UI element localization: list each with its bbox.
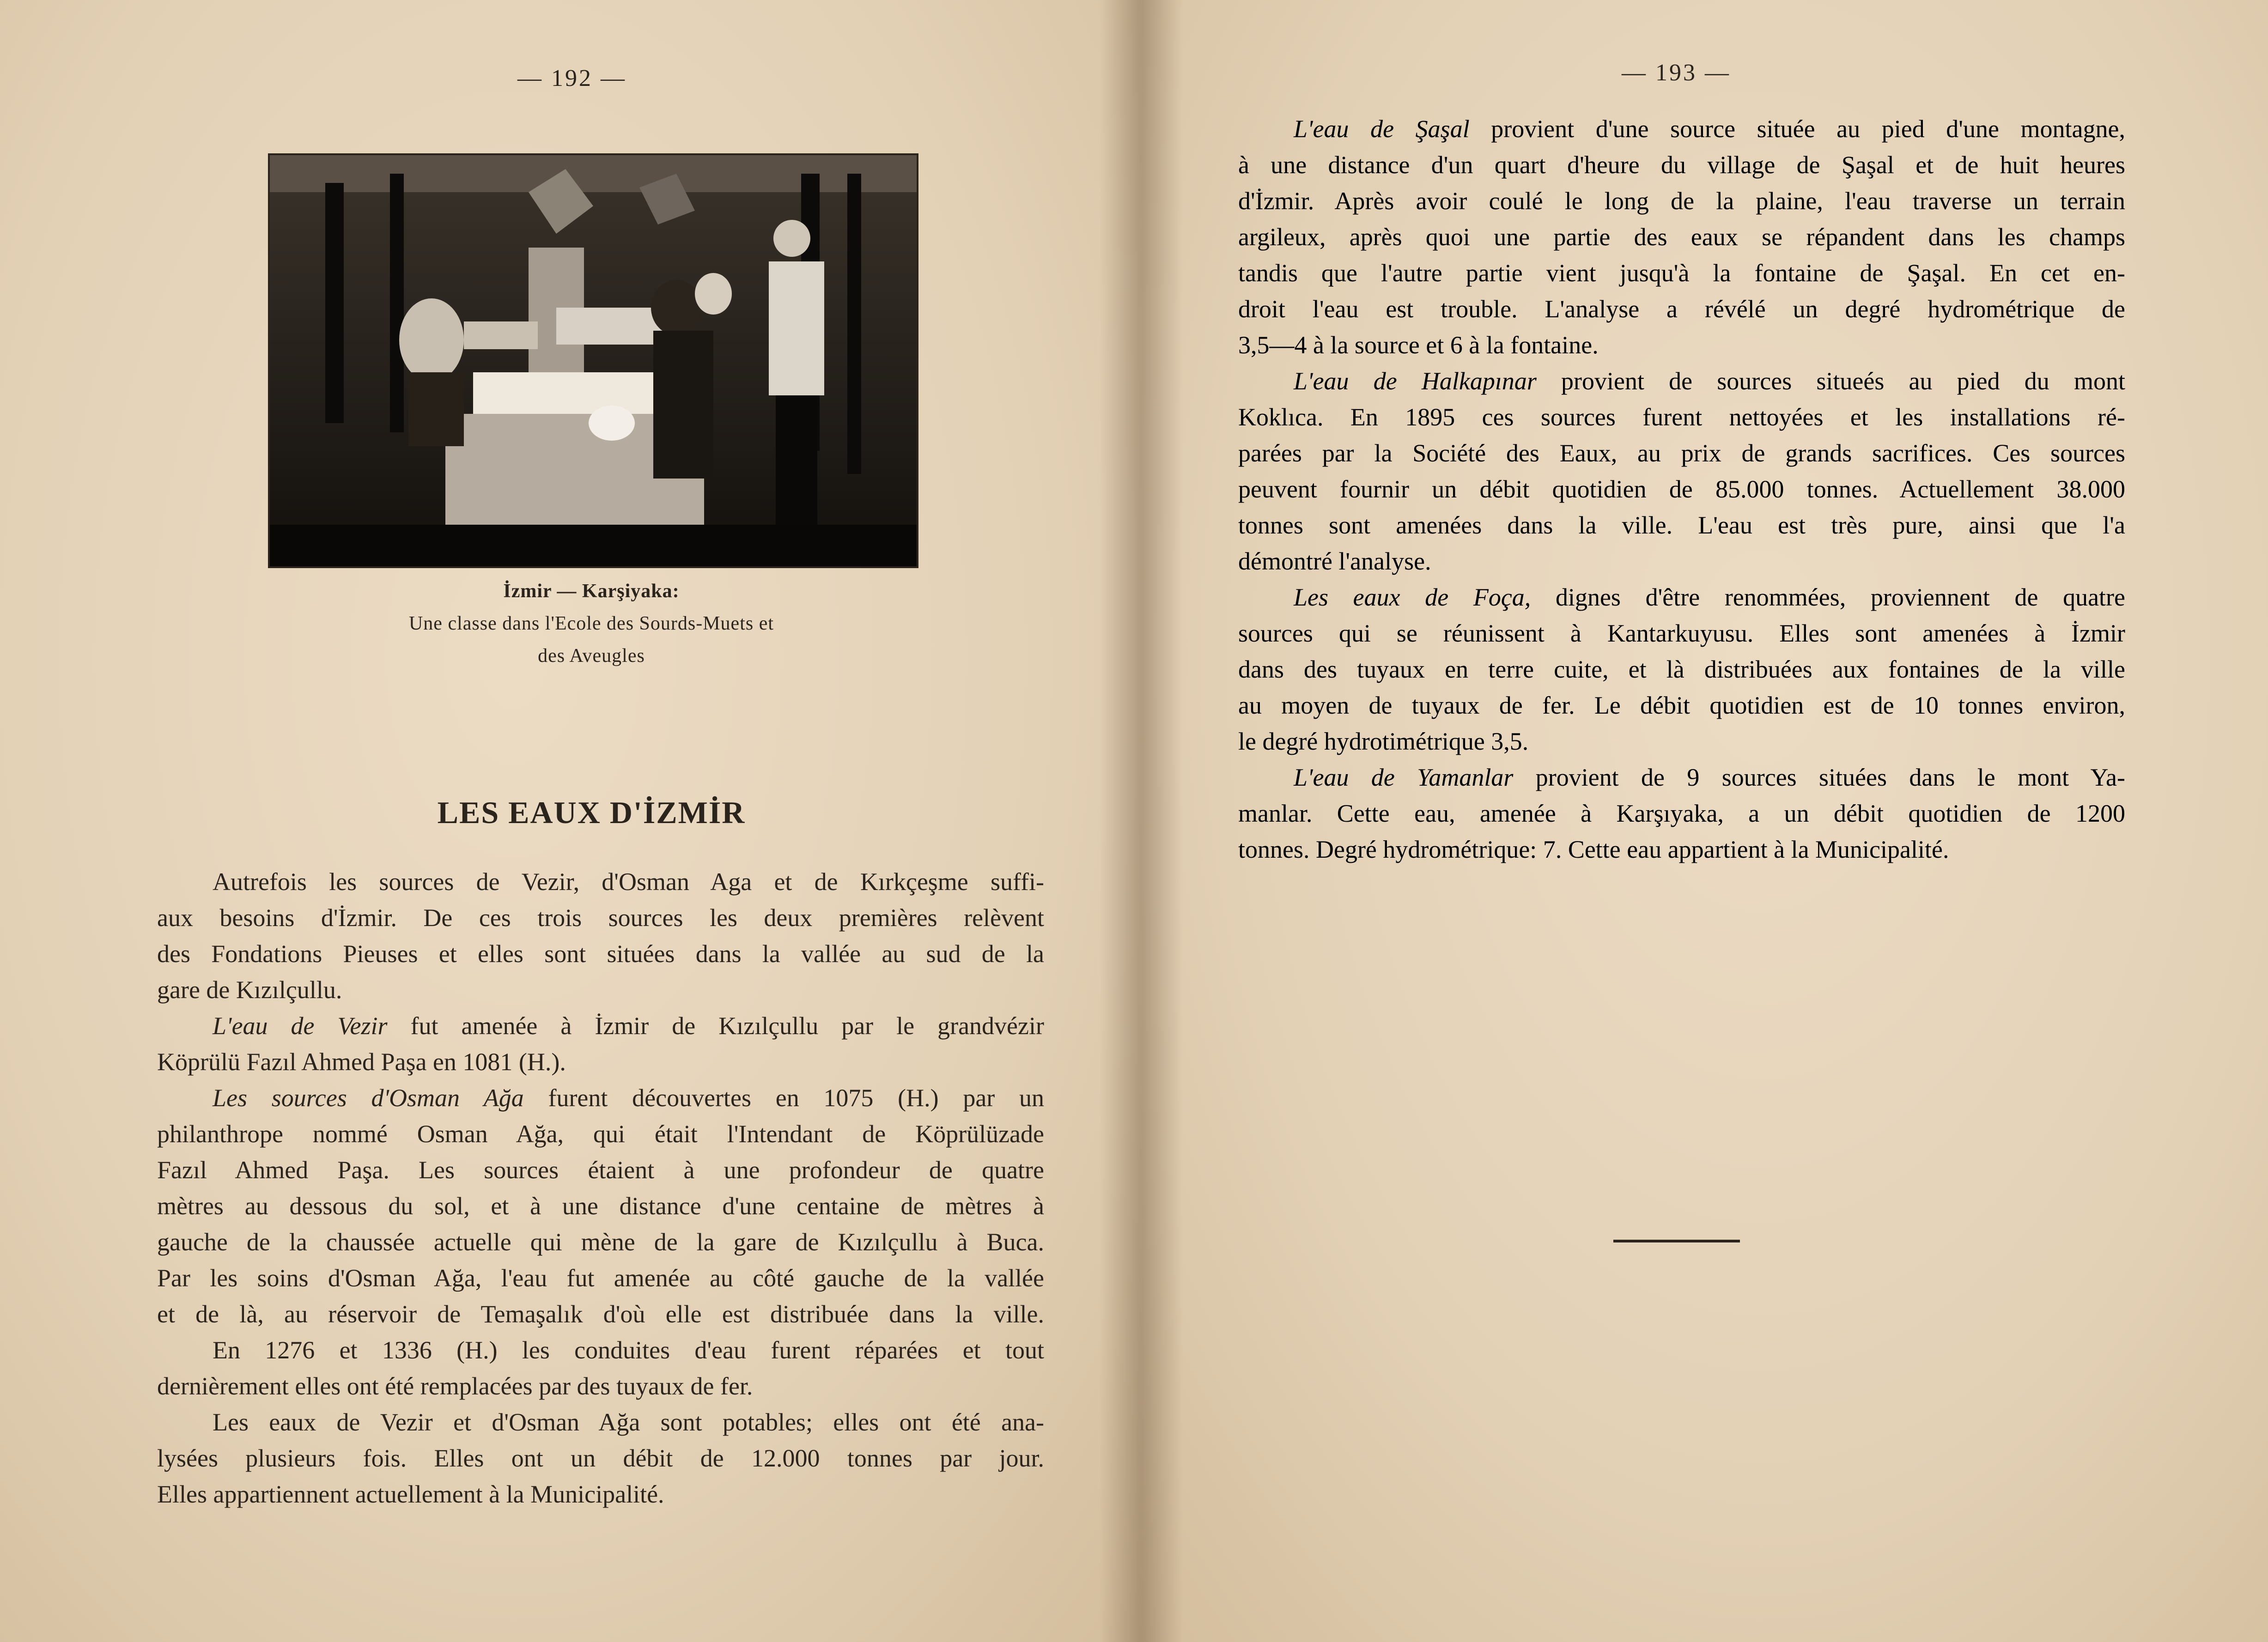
text-line: argileux, après quoi une partie des eaux se répandent dans les champs <box>1238 223 2125 251</box>
italic-lead: L'eau de Şaşal <box>1294 115 1470 143</box>
caption-line: des Aveugles <box>538 645 645 666</box>
photo-image <box>270 155 917 566</box>
text-line: tandis que l'autre partie vient jusqu'à la fontaine de Şaşal. En cet en- <box>1238 259 2125 287</box>
text-line <box>157 1008 1044 1044</box>
text-line: Par les soins d'Osman Ağa, l'eau fut amenée au côté gauche de la vallée <box>157 1264 1044 1292</box>
text-fragment: dignes d'être renommées, proviennent de quatre <box>1555 583 2125 611</box>
text-fragment: provient de 9 sources situées dans le mont Ya- <box>1535 763 2125 791</box>
text-line: des Fondations Pieuses et elles sont situées dans la vallée au sud de la <box>157 940 1044 968</box>
text-line: dans des tuyaux en terre cuite, et là distribuées aux fontaines de la ville <box>1238 655 2125 683</box>
italic-lead: L'eau de Yamanlar <box>1294 763 1514 791</box>
text-fragment: furent découvertes en 1075 (H.) par un <box>548 1084 1044 1112</box>
text-line: démontré l'analyse. <box>1238 547 1431 575</box>
text-line: parées par la Société des Eaux, au prix de grands sacrifices. Ces sources <box>1238 439 2125 467</box>
italic-lead: Les sources d'Osman Ağa <box>213 1084 524 1112</box>
text-line: tonnes sont amenées dans la ville. L'eau est très pure, ainsi que l'a <box>1238 511 2125 539</box>
text-line: lysées plusieurs fois. Elles ont un débit de 12.000 tonnes par jour. <box>157 1444 1044 1472</box>
italic-lead: L'eau de Vezir <box>213 1012 388 1040</box>
text-line: au moyen de tuyaux de fer. Le débit quotidien est de 10 tonnes environ, <box>1238 691 2125 719</box>
text-fragment: provient d'une source située au pied d'une montagne, <box>1491 115 2125 143</box>
text-line: dernièrement elles ont été remplacées par des tuyaux de fer. <box>157 1372 753 1400</box>
text-line <box>1238 759 2125 795</box>
text-line: philanthrope nommé Osman Ağa, qui était l'Intendant de Köprülüzade <box>157 1120 1044 1148</box>
text-line: Fazıl Ahmed Paşa. Les sources étaient à une profondeur de quatre <box>157 1156 1044 1184</box>
left-body-text <box>157 864 1044 1512</box>
text-line: aux besoins d'İzmir. De ces trois sources les deux premières relèvent <box>157 904 1044 932</box>
text-line <box>157 1080 1044 1116</box>
text-line: sources qui se réunissent à Kantarkuyusu. Elles sont amenées à İzmir <box>1238 619 2125 647</box>
right-body-text <box>1238 111 2125 867</box>
italic-lead: L'eau de Halkapınar <box>1294 367 1537 395</box>
text-line: d'İzmir. Après avoir coulé le long de la plaine, l'eau traverse un terrain <box>1238 187 2125 215</box>
end-rule <box>1613 1240 1740 1242</box>
text-line: Elles appartiennent actuellement à la Municipalité. <box>157 1480 664 1508</box>
text-line: Les eaux de Vezir et d'Osman Ağa sont potables; elles ont été ana- <box>213 1408 1044 1436</box>
section-title: LES EAUX D'İZMİR <box>437 795 746 830</box>
text-line: tonnes. Degré hydrométrique: 7. Cette eau appartient à la Municipalité. <box>1238 836 1949 863</box>
text-line: droit l'eau est trouble. L'analyse a révélé un degré hydrométrique de <box>1238 295 2125 323</box>
text-line: peuvent fournir un débit quotidien de 85.000 tonnes. Actuellement 38.000 <box>1238 475 2125 503</box>
caption-line: İzmir — Karşiyaka: <box>503 581 680 602</box>
text-line <box>1238 579 2125 615</box>
page-number: — 193 — <box>1622 60 1731 86</box>
text-line: gauche de la chaussée actuelle qui mène de la gare de Kızılçullu à Buca. <box>157 1228 1044 1256</box>
text-fragment: provient de sources situeés au pied du mont <box>1561 367 2125 395</box>
photo-caption <box>268 575 915 672</box>
text-line: à une distance d'un quart d'heure du village de Şaşal et de huit heures <box>1238 151 2125 179</box>
italic-lead: Les eaux de Foça, <box>1294 583 1531 611</box>
text-line: mètres au dessous du sol, et à une distance d'une centaine de mètres à <box>157 1192 1044 1220</box>
text-fragment: fut amenée à İzmir de Kızılçullu par le grandvézir <box>410 1012 1044 1040</box>
text-line: Köprülü Fazıl Ahmed Paşa en 1081 (H.). <box>157 1048 566 1076</box>
text-line <box>1238 363 2125 399</box>
text-line: manlar. Cette eau, amenée à Karşıyaka, a un débit quotidien de 1200 <box>1238 800 2125 827</box>
text-line: En 1276 et 1336 (H.) les conduites d'eau furent réparées et tout <box>213 1336 1044 1364</box>
page-number: — 192 — <box>517 65 626 91</box>
classroom-photo <box>268 153 918 568</box>
caption-line: Une classe dans l'Ecole des Sourds-Muets et <box>408 613 774 634</box>
text-line <box>1238 111 2125 147</box>
text-line: 3,5—4 à la source et 6 à la fontaine. <box>1238 331 1599 359</box>
text-line: gare de Kızılçullu. <box>157 976 342 1004</box>
text-line: Koklıca. En 1895 ces sources furent nettoyées et les installations ré- <box>1238 403 2125 431</box>
text-line: le degré hydrotimétrique 3,5. <box>1238 727 1529 755</box>
text-line: Autrefois les sources de Vezir, d'Osman Aga et de Kırkçeşme suffi- <box>213 868 1044 896</box>
text-line: et de là, au réservoir de Temaşalık d'où elle est distribuée dans la ville. <box>157 1300 1044 1328</box>
